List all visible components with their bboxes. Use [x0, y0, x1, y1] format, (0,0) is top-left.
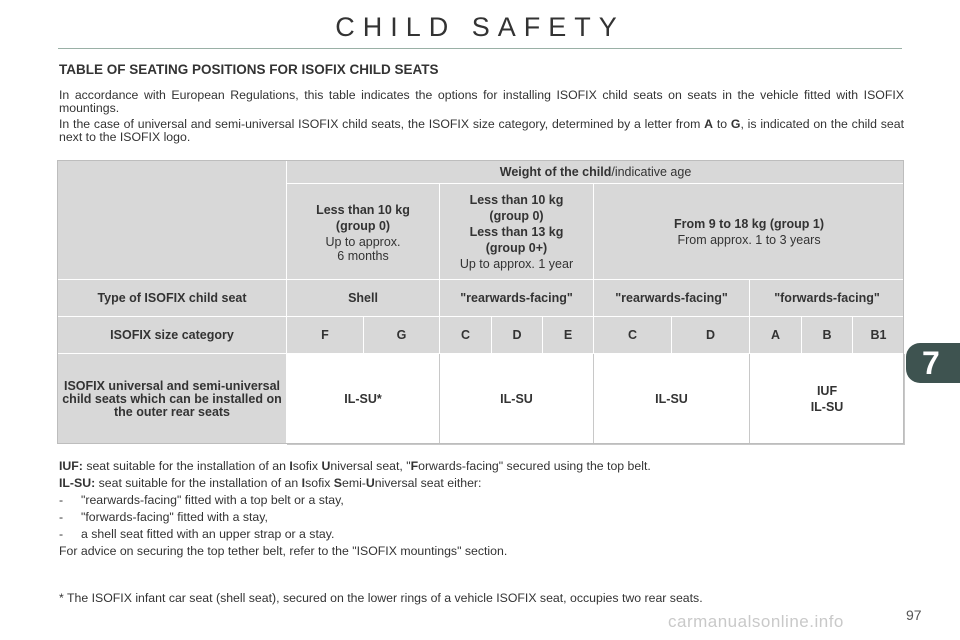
size-category-cell: C — [440, 317, 492, 354]
position-cell: IUF IL-SU — [750, 354, 905, 445]
list-item: - "rearwards-facing" fitted with a top belt or a stay, — [59, 493, 344, 507]
chapter-tab: 7 — [906, 343, 960, 383]
watermark: carmanualsonline.info — [668, 612, 844, 631]
size-category-cell: G — [364, 317, 440, 354]
section-heading: TABLE OF SEATING POSITIONS FOR ISOFIX CHILD SEATS — [59, 62, 439, 77]
weight-header-cell: Weight of the child/indicative age — [287, 161, 905, 184]
table-corner-cell — [58, 161, 287, 280]
row-label-positions: ISOFIX universal and semi-universal child seats which can be installed on the outer rear seats — [58, 354, 287, 445]
notes-block — [59, 458, 909, 560]
page-number: 97 — [906, 607, 922, 623]
note-il-su: IL-SU: seat suitable for the installation of an Isofix Semi-Universal seat either: — [59, 476, 482, 490]
size-category-cell: F — [287, 317, 364, 354]
note-iuf: IUF: seat suitable for the installation of an Isofix Universal seat, "Forwards-facing" secured using the top belt. — [59, 459, 651, 473]
list-item: - "forwards-facing" fitted with a stay, — [59, 510, 268, 524]
size-category-cell: D — [492, 317, 543, 354]
note-advice: For advice on securing the top tether belt, refer to the "ISOFIX mountings" section. — [59, 544, 508, 558]
list-item: - a shell seat fitted with an upper strap or a stay. — [59, 527, 335, 541]
intro-paragraph-1: In accordance with European Regulations, this table indicates the options for installing ISOFIX child seats on seats in the vehicle fitted with ISOFIX mountings. — [59, 88, 904, 115]
position-cell: IL-SU* — [287, 354, 440, 445]
size-category-cell: B — [802, 317, 853, 354]
group-cell-3: From 9 to 18 kg (group 1) From approx. 1 to 3 years — [594, 184, 905, 280]
size-category-cell: B1 — [853, 317, 905, 354]
group-cell-2: Less than 10 kg (group 0) Less than 13 kg (group 0+) Up to approx. 1 year — [440, 184, 594, 280]
title-divider — [58, 48, 902, 49]
position-cell: IL-SU — [594, 354, 750, 445]
size-category-cell: D — [672, 317, 750, 354]
intro-paragraph-2: In the case of universal and semi-universal ISOFIX child seats, the ISOFIX size category, determined by a letter from A to G, is indicated on the child seat next to the ISOFIX logo. — [59, 117, 904, 144]
seat-type-cell: "rearwards-facing" — [594, 280, 750, 317]
seat-type-cell: Shell — [287, 280, 440, 317]
isofix-seating-table — [57, 160, 905, 445]
row-label-size-category: ISOFIX size category — [58, 317, 287, 354]
position-cell: IL-SU — [440, 354, 594, 445]
group-cell-1: Less than 10 kg (group 0) Up to approx. 6 months — [287, 184, 440, 280]
size-category-cell: C — [594, 317, 672, 354]
size-category-cell: E — [543, 317, 594, 354]
size-category-cell: A — [750, 317, 802, 354]
footnote: * The ISOFIX infant car seat (shell seat), secured on the lower rings of a vehicle ISOFIX seat, occupies two rear seats. — [59, 591, 703, 605]
page-title: CHILD SAFETY — [335, 12, 625, 42]
seat-type-cell: "forwards-facing" — [750, 280, 905, 317]
row-label-seat-type: Type of ISOFIX child seat — [58, 280, 287, 317]
seat-type-cell: "rearwards-facing" — [440, 280, 594, 317]
